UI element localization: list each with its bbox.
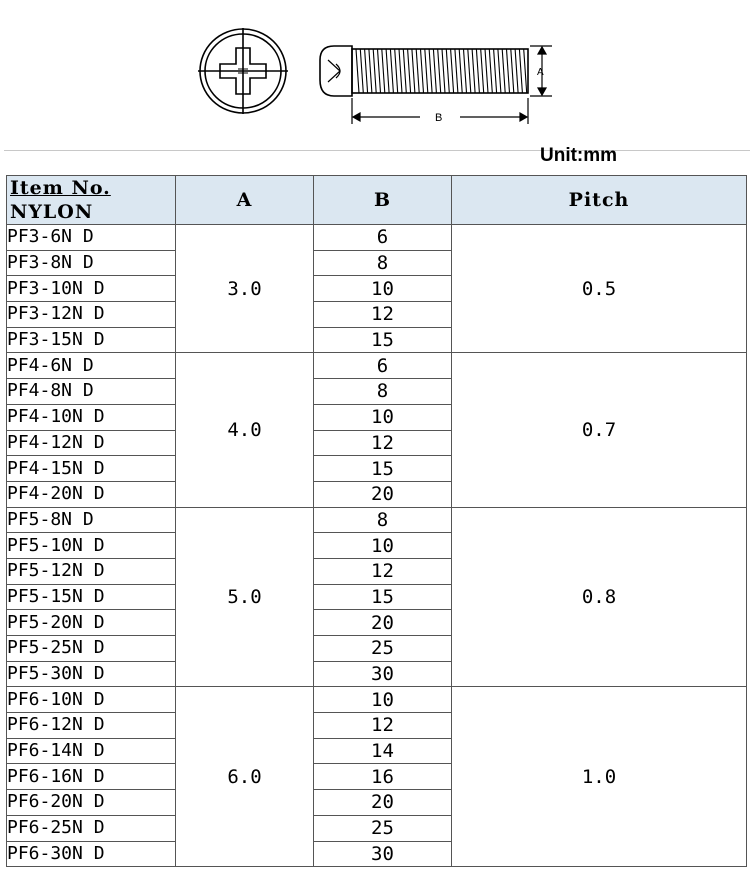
item-number-cell: PF6-10N D	[7, 687, 176, 713]
spec-table-body	[7, 225, 747, 867]
a-value-cell: 5.0	[176, 507, 314, 687]
b-value-cell: 20	[314, 790, 452, 816]
item-number-cell: PF5-10N D	[7, 533, 176, 559]
b-value-cell: 12	[314, 713, 452, 739]
item-number-cell: PF4-12N D	[7, 430, 176, 456]
header-item-line1: Item No.	[10, 177, 111, 199]
b-value-cell: 15	[314, 327, 452, 353]
b-value-cell: 20	[314, 481, 452, 507]
b-value-cell: 14	[314, 738, 452, 764]
b-value-cell: 10	[314, 533, 452, 559]
b-value-cell: 20	[314, 610, 452, 636]
table-row	[7, 507, 747, 533]
screw-diagram	[0, 0, 750, 150]
b-value-cell: 6	[314, 225, 452, 251]
b-value-cell: 12	[314, 558, 452, 584]
b-value-cell: 15	[314, 456, 452, 482]
item-number-cell: PF4-6N D	[7, 353, 176, 379]
item-number-cell: PF3-10N D	[7, 276, 176, 302]
pitch-value-cell: 1.0	[452, 687, 747, 867]
item-number-cell: PF6-25N D	[7, 815, 176, 841]
b-value-cell: 10	[314, 687, 452, 713]
item-number-cell: PF4-8N D	[7, 379, 176, 405]
item-number-cell: PF3-6N D	[7, 225, 176, 251]
b-value-cell: 15	[314, 584, 452, 610]
item-number-cell: PF6-14N D	[7, 738, 176, 764]
item-number-cell: PF4-15N D	[7, 456, 176, 482]
b-value-cell: 25	[314, 815, 452, 841]
screw-head-top-view	[198, 28, 288, 114]
item-number-cell: PF3-12N D	[7, 302, 176, 328]
b-value-cell: 8	[314, 379, 452, 405]
dimension-b-label: B	[435, 112, 443, 124]
item-number-cell: PF6-30N D	[7, 841, 176, 867]
b-value-cell: 16	[314, 764, 452, 790]
spec-table	[6, 175, 747, 867]
b-value-cell: 30	[314, 661, 452, 687]
screw-side-view	[320, 46, 528, 96]
header-a: A	[176, 176, 314, 225]
b-value-cell: 12	[314, 302, 452, 328]
header-pitch: Pitch	[452, 176, 747, 225]
item-number-cell: PF5-15N D	[7, 584, 176, 610]
b-value-cell: 6	[314, 353, 452, 379]
item-number-cell: PF5-8N D	[7, 507, 176, 533]
b-value-cell: 10	[314, 276, 452, 302]
table-row	[7, 687, 747, 713]
b-value-cell: 10	[314, 404, 452, 430]
item-number-cell: PF3-15N D	[7, 327, 176, 353]
table-row	[7, 353, 747, 379]
table-row	[7, 225, 747, 251]
pitch-value-cell: 0.8	[452, 507, 747, 687]
pitch-value-cell: 0.5	[452, 225, 747, 353]
item-number-cell: PF5-20N D	[7, 610, 176, 636]
item-number-cell: PF6-12N D	[7, 713, 176, 739]
b-value-cell: 8	[314, 250, 452, 276]
item-number-cell: PF4-20N D	[7, 481, 176, 507]
b-value-cell: 30	[314, 841, 452, 867]
b-value-cell: 25	[314, 636, 452, 662]
item-number-cell: PF5-25N D	[7, 636, 176, 662]
divider	[4, 150, 750, 151]
header-item-line2: NYLON	[10, 201, 94, 223]
unit-label: Unit:mm	[540, 145, 618, 166]
dimension-a-label: A	[537, 67, 544, 78]
b-value-cell: 12	[314, 430, 452, 456]
pitch-value-cell: 0.7	[452, 353, 747, 507]
b-value-cell: 8	[314, 507, 452, 533]
item-number-cell: PF4-10N D	[7, 404, 176, 430]
a-value-cell: 3.0	[176, 225, 314, 353]
header-b: B	[314, 176, 452, 225]
a-value-cell: 4.0	[176, 353, 314, 507]
item-number-cell: PF6-20N D	[7, 790, 176, 816]
a-value-cell: 6.0	[176, 687, 314, 867]
item-number-cell: PF5-12N D	[7, 558, 176, 584]
item-number-cell: PF3-8N D	[7, 250, 176, 276]
header-item-no	[7, 176, 176, 225]
item-number-cell: PF5-30N D	[7, 661, 176, 687]
item-number-cell: PF6-16N D	[7, 764, 176, 790]
